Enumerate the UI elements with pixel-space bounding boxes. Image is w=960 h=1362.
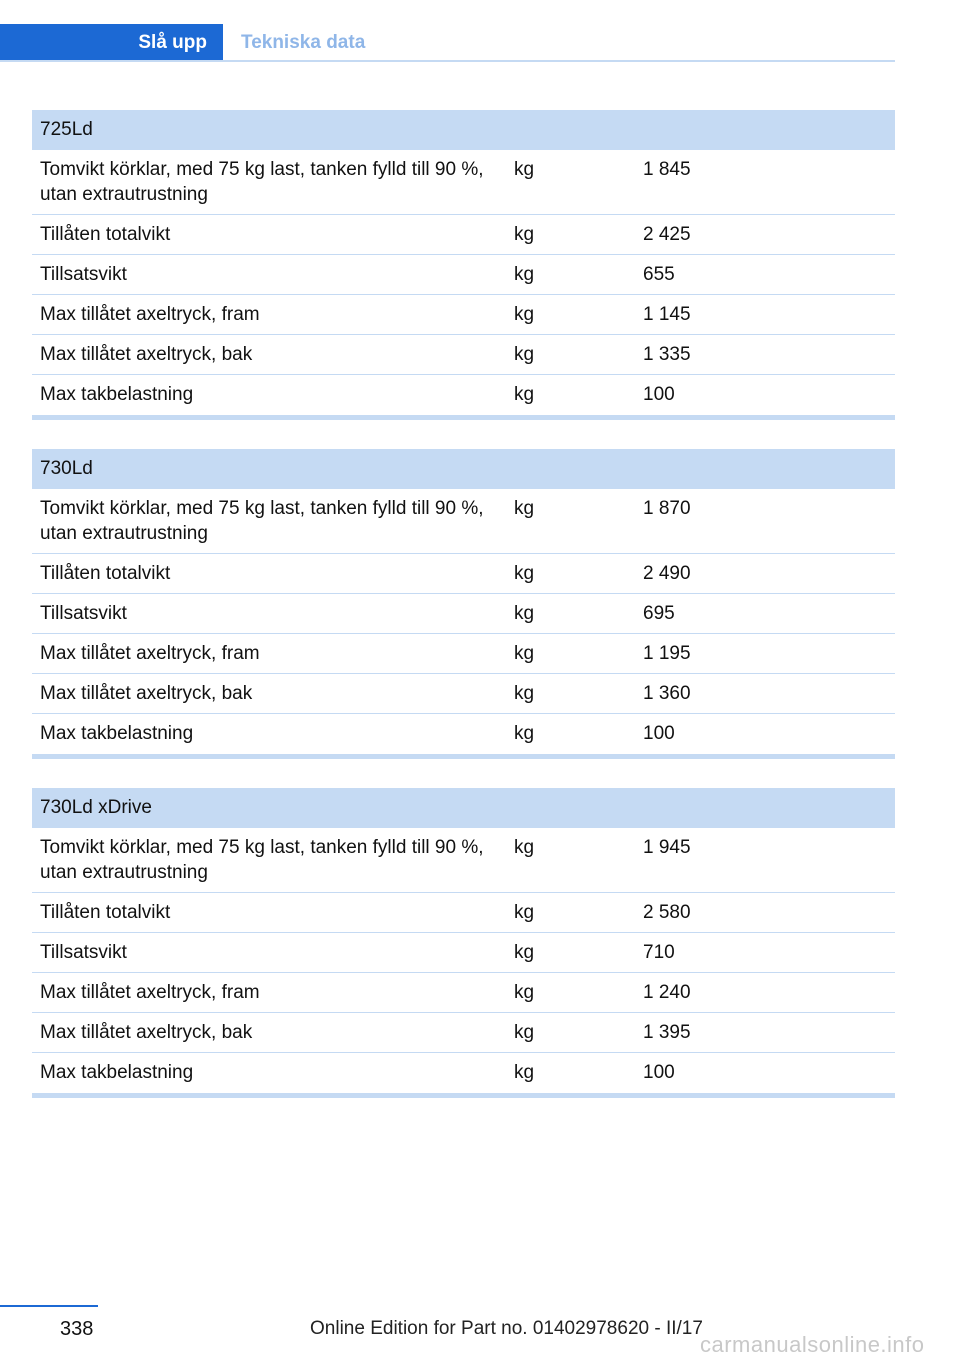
table-row: [32, 375, 895, 415]
row-value: 100: [643, 723, 675, 744]
row-label: Tillåten totalvikt: [40, 224, 171, 245]
row-label: Tillåten totalvikt: [40, 902, 171, 923]
row-label: Tomvikt körklar, med 75 kg last, tanken fylld till 90 %, utan extrautrustning: [40, 159, 484, 205]
tab-tekniska-data[interactable]: [241, 24, 365, 62]
table-row: [32, 933, 895, 973]
row-value: 1 335: [643, 344, 691, 365]
table-row: [32, 215, 895, 255]
table-title: 730Ld xDrive: [32, 788, 895, 828]
row-unit: kg: [514, 1062, 535, 1083]
table-row: [32, 295, 895, 335]
footer-divider: [0, 1305, 98, 1307]
row-value: 710: [643, 942, 675, 963]
row-label: Max tillåtet axeltryck, bak: [40, 683, 253, 704]
row-value: 1 945: [643, 837, 691, 858]
row-unit: kg: [514, 563, 535, 584]
row-unit: kg: [514, 304, 535, 325]
table-row: [32, 893, 895, 933]
row-unit: kg: [514, 902, 535, 923]
row-value: 2 490: [643, 563, 691, 584]
row-value: 2 425: [643, 224, 691, 245]
edition-note: Online Edition for Part no. 01402978620 - II/17: [310, 1318, 703, 1339]
tab-sla-upp[interactable]: [0, 24, 223, 62]
table-row: [32, 335, 895, 375]
row-unit: kg: [514, 384, 535, 405]
row-unit: kg: [514, 224, 535, 245]
row-value: 100: [643, 384, 675, 405]
row-label: Tillsatsvikt: [40, 264, 127, 285]
row-value: 2 580: [643, 902, 691, 923]
row-label: Tillsatsvikt: [40, 942, 127, 963]
table-row: [32, 554, 895, 594]
row-value: 100: [643, 1062, 675, 1083]
spec-table-730ld-xdrive: [32, 788, 895, 1098]
page-number: 338: [60, 1318, 94, 1340]
row-label: Tillsatsvikt: [40, 603, 127, 624]
row-unit: kg: [514, 159, 535, 180]
table-row: [32, 1053, 895, 1093]
table-row: [32, 594, 895, 634]
row-unit: kg: [514, 942, 535, 963]
table-title: 730Ld: [32, 449, 895, 489]
row-label: Max tillåtet axeltryck, fram: [40, 643, 260, 664]
table-end-bar: [32, 1093, 895, 1098]
row-unit: kg: [514, 1022, 535, 1043]
row-value: 1 870: [643, 498, 691, 519]
row-unit: kg: [514, 264, 535, 285]
header-divider: [0, 60, 895, 62]
row-value: 1 145: [643, 304, 691, 325]
header-bar: [0, 24, 895, 62]
watermark: carmanualsonline.info: [700, 1332, 925, 1357]
table-row: [32, 1013, 895, 1053]
row-unit: kg: [514, 603, 535, 624]
table-row: [32, 973, 895, 1013]
row-value: 1 240: [643, 982, 691, 1003]
row-label: Max tillåtet axeltryck, bak: [40, 344, 253, 365]
row-value: 655: [643, 264, 675, 285]
row-unit: kg: [514, 643, 535, 664]
row-label: Max takbelastning: [40, 1062, 194, 1083]
table-row: [32, 634, 895, 674]
row-unit: kg: [514, 723, 535, 744]
row-label: Max takbelastning: [40, 384, 194, 405]
row-value: 1 395: [643, 1022, 691, 1043]
row-label: Max tillåtet axeltryck, bak: [40, 1022, 253, 1043]
tab-sla-upp-label: Slå upp: [138, 32, 207, 53]
table-title: 725Ld: [32, 110, 895, 150]
row-value: 1 845: [643, 159, 691, 180]
table-row: [32, 714, 895, 754]
table-end-bar: [32, 415, 895, 420]
spec-table-730ld: [32, 449, 895, 759]
row-value: 1 360: [643, 683, 691, 704]
row-value: 1 195: [643, 643, 691, 664]
row-unit: kg: [514, 498, 535, 519]
row-label: Max tillåtet axeltryck, fram: [40, 304, 260, 325]
row-label: Tillåten totalvikt: [40, 563, 171, 584]
table-row: [32, 255, 895, 295]
spec-table-725ld: [32, 110, 895, 420]
table-row: [32, 489, 895, 554]
table-row: [32, 828, 895, 893]
row-label: Tomvikt körklar, med 75 kg last, tanken fylld till 90 %, utan extrautrustning: [40, 498, 484, 544]
row-label: Max tillåtet axeltryck, fram: [40, 982, 260, 1003]
row-label: Tomvikt körklar, med 75 kg last, tanken fylld till 90 %, utan extrautrustning: [40, 837, 484, 883]
row-unit: kg: [514, 683, 535, 704]
row-unit: kg: [514, 344, 535, 365]
table-row: [32, 674, 895, 714]
row-value: 695: [643, 603, 675, 624]
table-end-bar: [32, 754, 895, 759]
row-label: Max takbelastning: [40, 723, 194, 744]
row-unit: kg: [514, 982, 535, 1003]
row-unit: kg: [514, 837, 535, 858]
tab-tekniska-data-label: Tekniska data: [241, 32, 366, 53]
table-row: [32, 150, 895, 215]
